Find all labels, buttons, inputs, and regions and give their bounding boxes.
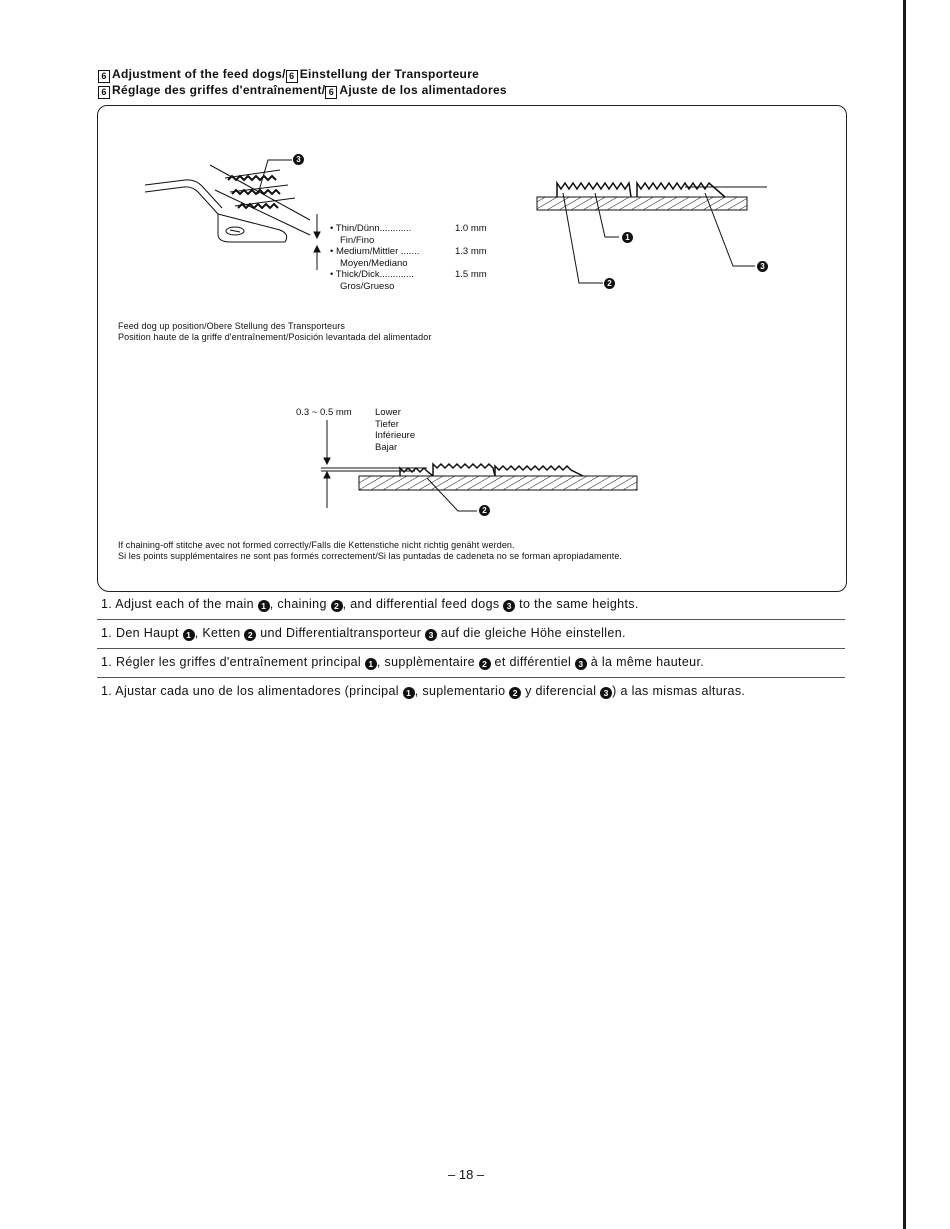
callout-2: 2 <box>479 505 490 516</box>
section-heading-fr-es: 6 Réglage des griffes d'entraînement/ 6 Ajuste de los alimentadores <box>98 83 507 99</box>
thickness-thick: • Thick/Dick............. 1.5 mm <box>330 269 487 280</box>
callout-2: 2 <box>604 278 615 289</box>
section-number-box: 6 <box>325 86 337 99</box>
callout-1: 1 <box>183 629 195 641</box>
thickness-thick-sub: Gros/Grueso <box>340 281 395 292</box>
section-heading-en-de: 6 Adjustment of the feed dogs/ 6 Einstellung der Transporteure <box>98 67 479 83</box>
measure-label: 0.3 ~ 0.5 mm <box>296 407 352 418</box>
callout-1: 1 <box>258 600 270 612</box>
callout-2: 2 <box>244 629 256 641</box>
thickness-thin: • Thin/Dünn............ 1.0 mm <box>330 223 487 234</box>
feed-dog-lower-side-view <box>315 418 645 518</box>
instruction-en: 1. Adjust each of the main 1 , chaining 2 , and differential feed dogs 3 to the same heights. <box>101 597 639 611</box>
callout-3: 3 <box>293 154 304 165</box>
callout-3: 3 <box>600 687 612 699</box>
callout-1: 1 <box>403 687 415 699</box>
callout-1: 1 <box>622 232 633 243</box>
divider <box>97 619 845 620</box>
caption-chaining: If chaining-off stitche avec not formed correctly/Falls die Kettenstiche nicht richtig genäht werden. Si les points supplémentaires ne sont pas formés correctement/Si las puntadas de cadeneta no se forman apropiadamente. <box>118 540 623 561</box>
callout-2: 2 <box>331 600 343 612</box>
feed-dog-up-side-view <box>535 175 770 295</box>
section-number-box: 6 <box>98 70 110 83</box>
thickness-medium: • Medium/Mittler ....... 1.3 mm <box>330 246 487 257</box>
scan-page-edge <box>903 0 906 1229</box>
instruction-fr: 1. Régler les griffes d'entraînement principal 1 , supplèmentaire 2 et différentiel 3 à la même hauteur. <box>101 655 705 669</box>
caption-feed-dog-up: Feed dog up position/Obere Stellung des Transporteurs Position haute de la griffe d'entraînement/Posición levantada del alimentador <box>118 321 432 342</box>
thickness-thin-sub: Fin/Fino <box>340 235 375 246</box>
callout-3: 3 <box>503 600 515 612</box>
section-number-box: 6 <box>286 70 298 83</box>
callout-1: 1 <box>365 658 377 670</box>
divider <box>97 677 845 678</box>
instruction-es: 1. Ajustar cada uno de los alimentadores (principal 1 , suplementario 2 y diferencial 3 ) a las mismas alturas. <box>101 684 746 698</box>
callout-3: 3 <box>757 261 768 272</box>
callout-3: 3 <box>425 629 437 641</box>
callout-3: 3 <box>575 658 587 670</box>
callout-2: 2 <box>479 658 491 670</box>
divider <box>97 648 845 649</box>
lower-labels: Lower Tiefer Inférieure Bajar <box>375 407 416 453</box>
thickness-arrows <box>310 212 324 272</box>
thickness-medium-sub: Moyen/Mediano <box>340 258 408 269</box>
callout-2: 2 <box>509 687 521 699</box>
instruction-de: 1. Den Haupt 1 , Ketten 2 und Differentialtransporteur 3 auf die gleiche Höhe einstellen. <box>101 626 626 640</box>
section-number-box: 6 <box>98 86 110 99</box>
page-number: – 18 – <box>448 1167 485 1182</box>
